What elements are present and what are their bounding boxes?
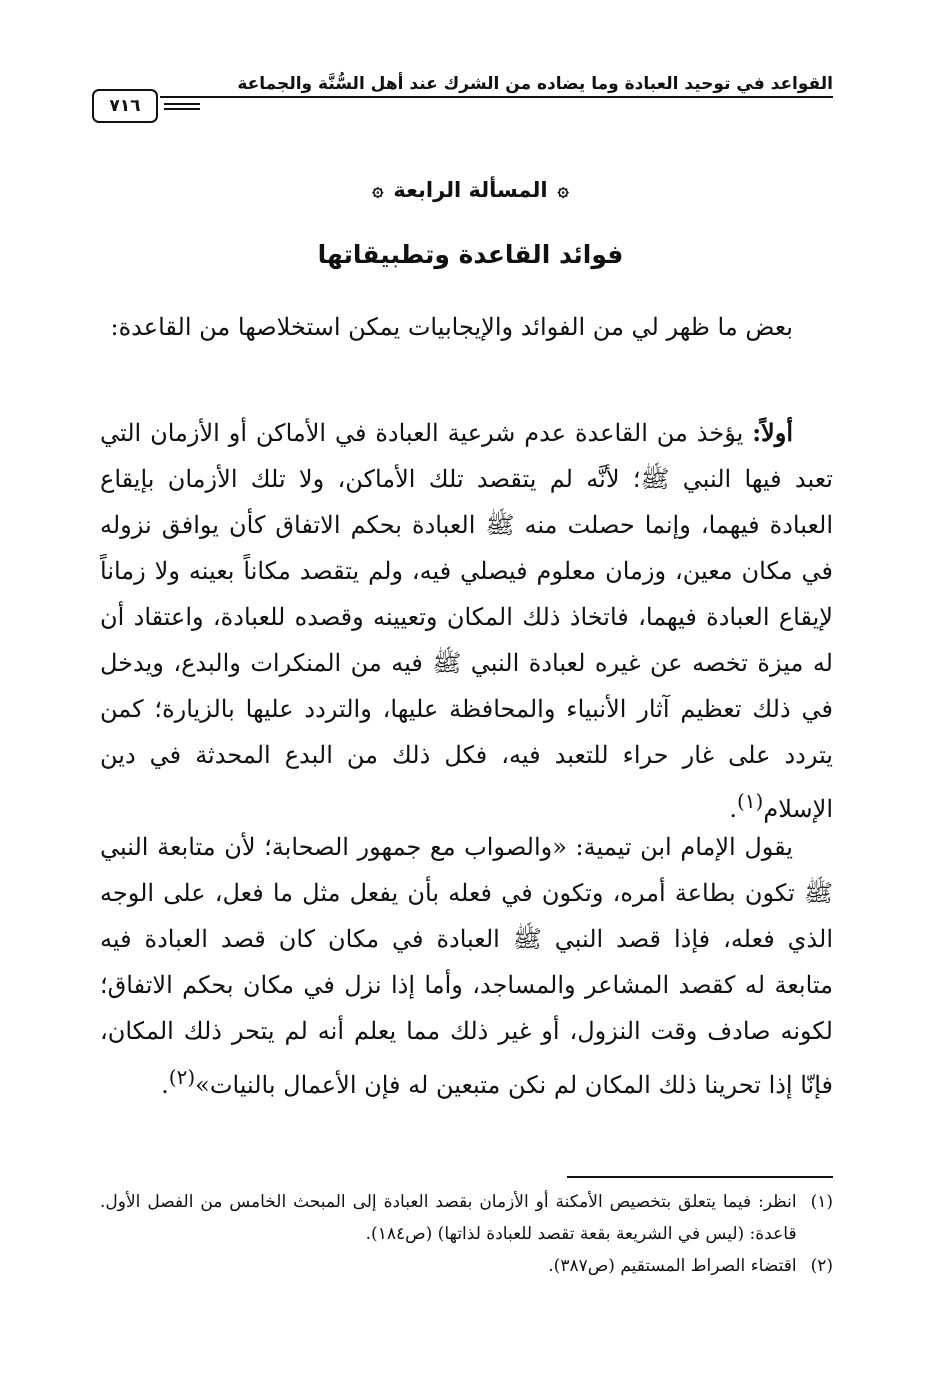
footnote-number: (١) bbox=[810, 1192, 833, 1212]
ornament-icon: ۞ bbox=[372, 179, 384, 201]
footnote-item bbox=[100, 1250, 833, 1282]
section-heading bbox=[0, 178, 941, 202]
page-number: ٧١٦ bbox=[92, 89, 158, 123]
page-number-box bbox=[92, 86, 200, 126]
footnote-separator bbox=[567, 1176, 833, 1178]
running-header-title: القواعد في توحيد العبادة وما يضاده من الشرك عند أهل السُّنَّة والجماعة bbox=[237, 74, 833, 94]
paragraph-lead: أولاً: bbox=[752, 418, 793, 447]
footnote-ref[interactable]: (١) bbox=[736, 789, 764, 813]
paragraph-end: . bbox=[729, 795, 737, 823]
paragraph-body: يقول الإمام ابن تيمية: «والصواب مع جمهور الصحابة؛ لأن متابعة النبي ﷺ تكون بطاعة أمره، وتكون في فعله بأن يفعل مثل ما فعل، على الوجه الذي فعله، فإذا قصد النبي ﷺ العبادة في مكان كان قصد العبادة فيه متابعة له كقصد المشاعر والمساجد، وأما إذا نزل في مكان بحكم الاتفاق؛ لكونه صادف وقت النزول، أو غير ذلك مما يعلم أنه لم يتحر ذلك المكان، فإنّا إذا تحرينا ذلك المكان لم نكن متبعين له فإن الأعمال بالنيات» bbox=[100, 833, 833, 1099]
footnote-text: اقتضاء الصراط المستقيم (ص٣٨٧). bbox=[548, 1256, 797, 1276]
page-number-double-rule bbox=[164, 103, 200, 110]
paragraph-intro: بعض ما ظهر لي من الفوائد والإيجابيات يمكن استخلاصها من القاعدة: bbox=[110, 313, 793, 341]
paragraph-first-point bbox=[100, 410, 833, 832]
footnotes bbox=[100, 1186, 833, 1282]
section-subheading: فوائد القاعدة وتطبيقاتها bbox=[317, 240, 624, 269]
footnote-ref[interactable]: (٢) bbox=[168, 1065, 196, 1089]
paragraph-body: يؤخذ من القاعدة عدم شرعية العبادة في الأماكن أو الأزمان التي تعبد فيها النبي ﷺ؛ لأنَّه لم يتقصد تلك الأماكن، ولا تلك الأزمان بإيقاع العبادة فيهما، وإنما حصلت منه ﷺ العبادة بحكم الاتفاق كأن يوافق نزوله في مكان معين، وزمان معلوم فيصلي فيه، ولم يتقصد مكاناً بعينه ولا زماناً لإيقاع العبادة فيهما، فاتخاذ ذلك المكان وتعيينه وقصده للعبادة، واعتقاد أن له ميزة تخصه عن غيره لعبادة النبي ﷺ فيه من المنكرات والبدع، ويدخل في ذلك تعظيم آثار الأنبياء والمحافظة عليها، والتردد عليها بالزيارة؛ كمن يتردد على غار حراء للتعبد فيه، فكل ذلك من البدع المحدثة في دين الإسلام bbox=[100, 419, 833, 823]
footnote-text: انظر: فيما يتعلق بتخصيص الأمكنة أو الأزمان بقصد العبادة إلى المبحث الخامس من الفصل الأول. قاعدة: (ليس في الشريعة بقعة تقصد للعبادة لذاتها) (ص١٨٤). bbox=[100, 1192, 797, 1244]
footnote-number: (٢) bbox=[810, 1256, 833, 1276]
footnote-item bbox=[100, 1186, 833, 1250]
section-heading-text: المسألة الرابعة bbox=[393, 178, 548, 202]
header-rule bbox=[160, 96, 833, 98]
paragraph-quote bbox=[100, 824, 833, 1108]
ornament-icon: ۞ bbox=[557, 179, 569, 201]
paragraph-end: . bbox=[161, 1071, 169, 1099]
